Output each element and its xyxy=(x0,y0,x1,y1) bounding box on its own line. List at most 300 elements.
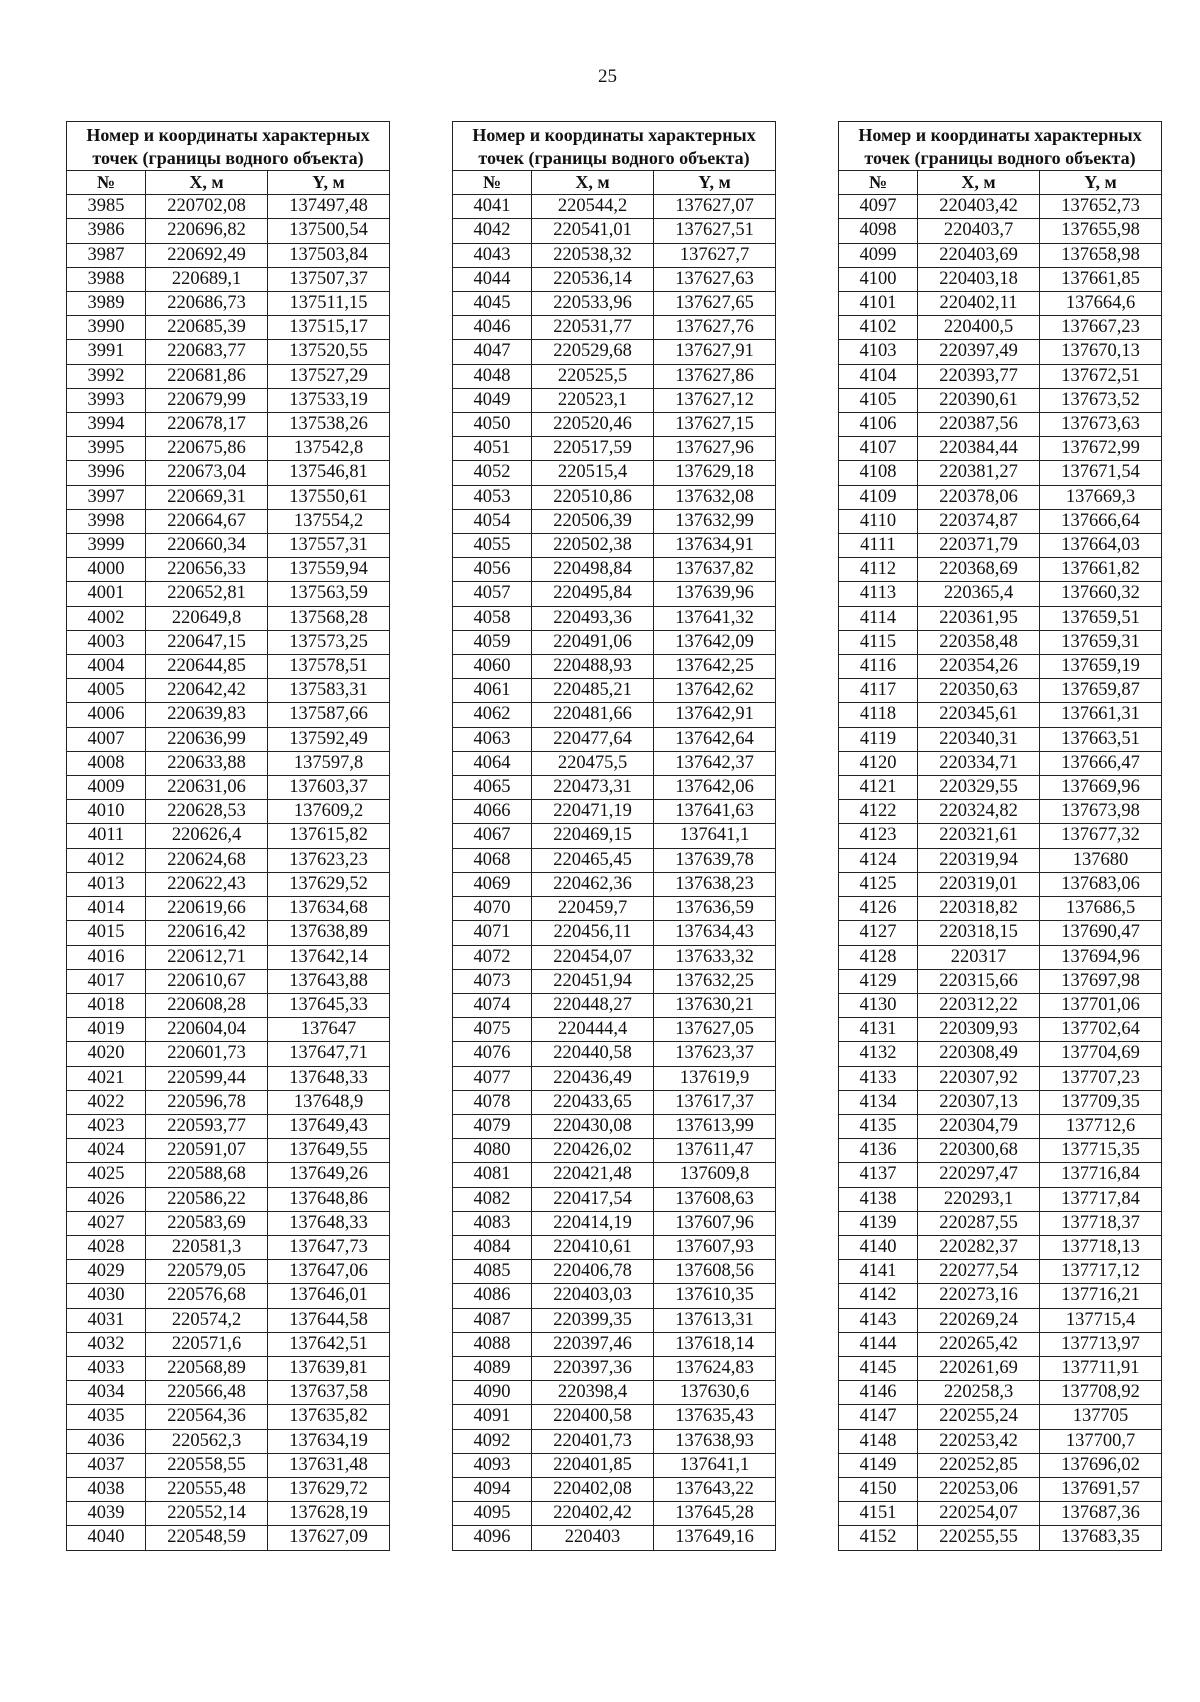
cell-number: 4023 xyxy=(67,1114,146,1138)
cell-x: 220440,58 xyxy=(532,1042,654,1066)
cell-x: 220538,32 xyxy=(532,243,654,267)
cell-x: 220417,54 xyxy=(532,1187,654,1211)
cell-y: 137627,63 xyxy=(654,267,776,291)
table-body xyxy=(453,195,776,1550)
cell-y: 137538,26 xyxy=(268,413,390,437)
cell-x: 220601,73 xyxy=(146,1042,268,1066)
cell-number: 4063 xyxy=(453,727,532,751)
cell-x: 220660,34 xyxy=(146,534,268,558)
cell-y: 137613,99 xyxy=(654,1114,776,1138)
table-row xyxy=(67,1163,390,1187)
cell-number: 4067 xyxy=(453,824,532,848)
cell-x: 220473,31 xyxy=(532,776,654,800)
cell-y: 137642,51 xyxy=(268,1332,390,1356)
cell-number: 4103 xyxy=(839,340,918,364)
table-row xyxy=(67,364,390,388)
table-row xyxy=(453,1163,776,1187)
cell-y: 137627,96 xyxy=(654,437,776,461)
table-row xyxy=(839,679,1162,703)
cell-x: 220321,61 xyxy=(918,824,1040,848)
cell-y: 137632,08 xyxy=(654,485,776,509)
table-row xyxy=(453,509,776,533)
cell-x: 220401,85 xyxy=(532,1453,654,1477)
cell-x: 220402,08 xyxy=(532,1477,654,1501)
cell-number: 4066 xyxy=(453,800,532,824)
cell-x: 220649,8 xyxy=(146,606,268,630)
cell-y: 137638,93 xyxy=(654,1429,776,1453)
cell-number: 4005 xyxy=(67,679,146,703)
cell-y: 137642,64 xyxy=(654,727,776,751)
cell-y: 137607,96 xyxy=(654,1211,776,1235)
cell-number: 4135 xyxy=(839,1114,918,1138)
table-row xyxy=(839,1429,1162,1453)
cell-number: 4150 xyxy=(839,1477,918,1501)
table-row xyxy=(67,969,390,993)
cell-x: 220304,79 xyxy=(918,1114,1040,1138)
table-row xyxy=(67,727,390,751)
coordinates-table-2 xyxy=(452,121,776,1551)
table-row xyxy=(839,534,1162,558)
table-row xyxy=(453,1066,776,1090)
cell-number: 4115 xyxy=(839,630,918,654)
table-title: Номер и координаты характерных точек (границы водного объекта) xyxy=(67,122,390,171)
cell-x: 220531,77 xyxy=(532,316,654,340)
table-row xyxy=(67,897,390,921)
cell-x: 220465,45 xyxy=(532,848,654,872)
cell-y: 137634,68 xyxy=(268,897,390,921)
cell-x: 220628,53 xyxy=(146,800,268,824)
cell-y: 137608,56 xyxy=(654,1260,776,1284)
cell-x: 220633,88 xyxy=(146,751,268,775)
cell-x: 220622,43 xyxy=(146,872,268,896)
cell-y: 137718,13 xyxy=(1040,1235,1162,1259)
table-row xyxy=(67,824,390,848)
cell-x: 220462,36 xyxy=(532,872,654,896)
cell-number: 4087 xyxy=(453,1308,532,1332)
cell-x: 220544,2 xyxy=(532,195,654,219)
cell-number: 4009 xyxy=(67,776,146,800)
table-row xyxy=(839,969,1162,993)
cell-number: 4042 xyxy=(453,219,532,243)
cell-x: 220430,08 xyxy=(532,1114,654,1138)
table-row xyxy=(67,1308,390,1332)
cell-number: 4046 xyxy=(453,316,532,340)
cell-number: 4031 xyxy=(67,1308,146,1332)
cell-x: 220686,73 xyxy=(146,292,268,316)
cell-x: 220610,67 xyxy=(146,969,268,993)
header-x: X, м xyxy=(146,171,268,195)
cell-number: 4127 xyxy=(839,921,918,945)
cell-x: 220300,68 xyxy=(918,1139,1040,1163)
table-row xyxy=(453,1284,776,1308)
cell-number: 3995 xyxy=(67,437,146,461)
cell-x: 220552,14 xyxy=(146,1502,268,1526)
table-row xyxy=(453,848,776,872)
header-y: Y, м xyxy=(654,171,776,195)
cell-y: 137637,58 xyxy=(268,1381,390,1405)
cell-x: 220402,11 xyxy=(918,292,1040,316)
table-row xyxy=(67,921,390,945)
table-row xyxy=(453,1405,776,1429)
cell-x: 220581,3 xyxy=(146,1235,268,1259)
cell-x: 220525,5 xyxy=(532,364,654,388)
cell-x: 220350,63 xyxy=(918,679,1040,703)
cell-x: 220273,16 xyxy=(918,1284,1040,1308)
cell-x: 220673,04 xyxy=(146,461,268,485)
cell-x: 220381,27 xyxy=(918,461,1040,485)
table-row xyxy=(67,630,390,654)
table-row xyxy=(453,1453,776,1477)
cell-y: 137686,5 xyxy=(1040,897,1162,921)
table-row xyxy=(839,1308,1162,1332)
cell-number: 4102 xyxy=(839,316,918,340)
table-row xyxy=(67,1260,390,1284)
table-row xyxy=(453,1381,776,1405)
cell-y: 137655,98 xyxy=(1040,219,1162,243)
cell-y: 137648,33 xyxy=(268,1211,390,1235)
cell-x: 220696,82 xyxy=(146,219,268,243)
cell-x: 220269,24 xyxy=(918,1308,1040,1332)
table-row xyxy=(839,1235,1162,1259)
cell-y: 137661,85 xyxy=(1040,267,1162,291)
cell-number: 4118 xyxy=(839,703,918,727)
cell-y: 137687,36 xyxy=(1040,1502,1162,1526)
cell-y: 137635,43 xyxy=(654,1405,776,1429)
cell-y: 137550,61 xyxy=(268,485,390,509)
cell-y: 137647,73 xyxy=(268,1235,390,1259)
cell-x: 220312,22 xyxy=(918,993,1040,1017)
cell-y: 137627,76 xyxy=(654,316,776,340)
cell-number: 4125 xyxy=(839,872,918,896)
cell-number: 4037 xyxy=(67,1453,146,1477)
cell-number: 4025 xyxy=(67,1163,146,1187)
table-row xyxy=(67,558,390,582)
cell-x: 220354,26 xyxy=(918,655,1040,679)
cell-number: 3992 xyxy=(67,364,146,388)
table-title: Номер и координаты характерных точек (границы водного объекта) xyxy=(839,122,1162,171)
cell-y: 137629,18 xyxy=(654,461,776,485)
cell-number: 4112 xyxy=(839,558,918,582)
cell-number: 4110 xyxy=(839,509,918,533)
cell-x: 220368,69 xyxy=(918,558,1040,582)
cell-number: 4015 xyxy=(67,921,146,945)
table-row xyxy=(453,969,776,993)
cell-y: 137634,43 xyxy=(654,921,776,945)
cell-x: 220675,86 xyxy=(146,437,268,461)
cell-number: 4001 xyxy=(67,582,146,606)
cell-number: 4028 xyxy=(67,1235,146,1259)
cell-number: 4074 xyxy=(453,993,532,1017)
cell-number: 4098 xyxy=(839,219,918,243)
cell-y: 137707,23 xyxy=(1040,1066,1162,1090)
cell-y: 137613,31 xyxy=(654,1308,776,1332)
cell-y: 137700,7 xyxy=(1040,1429,1162,1453)
table-row xyxy=(453,1477,776,1501)
cell-x: 220515,4 xyxy=(532,461,654,485)
cell-number: 3994 xyxy=(67,413,146,437)
cell-x: 220374,87 xyxy=(918,509,1040,533)
table-row xyxy=(67,1211,390,1235)
table-row xyxy=(453,195,776,219)
table-row xyxy=(67,1139,390,1163)
cell-x: 220599,44 xyxy=(146,1066,268,1090)
cell-x: 220548,59 xyxy=(146,1526,268,1550)
cell-y: 137587,66 xyxy=(268,703,390,727)
cell-number: 4016 xyxy=(67,945,146,969)
table-row xyxy=(67,1453,390,1477)
header-number: № xyxy=(67,171,146,195)
cell-number: 4100 xyxy=(839,267,918,291)
cell-number: 4019 xyxy=(67,1018,146,1042)
table-row xyxy=(67,485,390,509)
table-row xyxy=(453,1429,776,1453)
table-row xyxy=(839,267,1162,291)
table-row xyxy=(839,897,1162,921)
cell-y: 137642,91 xyxy=(654,703,776,727)
cell-number: 4007 xyxy=(67,727,146,751)
cell-y: 137520,55 xyxy=(268,340,390,364)
table-row xyxy=(839,219,1162,243)
table-row xyxy=(67,437,390,461)
table-row xyxy=(839,1284,1162,1308)
cell-y: 137669,3 xyxy=(1040,485,1162,509)
cell-y: 137673,63 xyxy=(1040,413,1162,437)
cell-number: 4080 xyxy=(453,1139,532,1163)
table-row xyxy=(67,1332,390,1356)
table-row xyxy=(839,1405,1162,1429)
table-row xyxy=(839,872,1162,896)
cell-number: 4051 xyxy=(453,437,532,461)
table-row xyxy=(839,800,1162,824)
cell-y: 137632,25 xyxy=(654,969,776,993)
table-row xyxy=(839,461,1162,485)
cell-y: 137690,47 xyxy=(1040,921,1162,945)
cell-number: 4097 xyxy=(839,195,918,219)
cell-y: 137666,64 xyxy=(1040,509,1162,533)
cell-y: 137627,51 xyxy=(654,219,776,243)
cell-number: 4072 xyxy=(453,945,532,969)
cell-number: 3991 xyxy=(67,340,146,364)
table-row xyxy=(453,582,776,606)
cell-x: 220345,61 xyxy=(918,703,1040,727)
cell-x: 220647,15 xyxy=(146,630,268,654)
cell-number: 4084 xyxy=(453,1235,532,1259)
cell-y: 137702,64 xyxy=(1040,1018,1162,1042)
cell-number: 4018 xyxy=(67,993,146,1017)
cell-number: 4044 xyxy=(453,267,532,291)
cell-x: 220555,48 xyxy=(146,1477,268,1501)
table-row xyxy=(67,1235,390,1259)
cell-number: 4006 xyxy=(67,703,146,727)
cell-x: 220616,42 xyxy=(146,921,268,945)
cell-number: 4094 xyxy=(453,1477,532,1501)
table-row xyxy=(839,824,1162,848)
cell-number: 4116 xyxy=(839,655,918,679)
table-row xyxy=(453,1260,776,1284)
cell-x: 220495,84 xyxy=(532,582,654,606)
cell-x: 220586,22 xyxy=(146,1187,268,1211)
cell-number: 4013 xyxy=(67,872,146,896)
table-title: Номер и координаты характерных точек (границы водного объекта) xyxy=(453,122,776,171)
cell-number: 4105 xyxy=(839,388,918,412)
table-row xyxy=(453,1356,776,1380)
cell-number: 4000 xyxy=(67,558,146,582)
cell-x: 220361,95 xyxy=(918,606,1040,630)
cell-y: 137608,63 xyxy=(654,1187,776,1211)
table-row xyxy=(839,340,1162,364)
table-row xyxy=(453,727,776,751)
cell-x: 220406,78 xyxy=(532,1260,654,1284)
cell-x: 220564,36 xyxy=(146,1405,268,1429)
cell-x: 220318,15 xyxy=(918,921,1040,945)
cell-y: 137666,47 xyxy=(1040,751,1162,775)
cell-y: 137649,16 xyxy=(654,1526,776,1550)
cell-number: 4068 xyxy=(453,848,532,872)
cell-x: 220309,93 xyxy=(918,1018,1040,1042)
table-row xyxy=(839,195,1162,219)
cell-x: 220334,71 xyxy=(918,751,1040,775)
table-row xyxy=(839,1453,1162,1477)
table-row xyxy=(453,945,776,969)
cell-y: 137623,23 xyxy=(268,848,390,872)
cell-number: 4070 xyxy=(453,897,532,921)
cell-x: 220254,07 xyxy=(918,1502,1040,1526)
table-row xyxy=(453,606,776,630)
cell-number: 4099 xyxy=(839,243,918,267)
cell-number: 4071 xyxy=(453,921,532,945)
cell-number: 4117 xyxy=(839,679,918,703)
cell-y: 137627,07 xyxy=(654,195,776,219)
table-row xyxy=(67,703,390,727)
cell-number: 4027 xyxy=(67,1211,146,1235)
cell-y: 137627,91 xyxy=(654,340,776,364)
cell-y: 137615,82 xyxy=(268,824,390,848)
table-row xyxy=(839,582,1162,606)
table-row xyxy=(67,1018,390,1042)
cell-y: 137642,37 xyxy=(654,751,776,775)
table-row xyxy=(453,824,776,848)
cell-x: 220529,68 xyxy=(532,340,654,364)
cell-number: 4091 xyxy=(453,1405,532,1429)
header-number: № xyxy=(839,171,918,195)
table-row xyxy=(453,1211,776,1235)
cell-y: 137642,62 xyxy=(654,679,776,703)
table-row xyxy=(839,509,1162,533)
cell-y: 137527,29 xyxy=(268,364,390,388)
table-row xyxy=(839,727,1162,751)
table-row xyxy=(67,219,390,243)
cell-number: 4101 xyxy=(839,292,918,316)
cell-y: 137704,69 xyxy=(1040,1042,1162,1066)
cell-number: 4111 xyxy=(839,534,918,558)
cell-number: 4123 xyxy=(839,824,918,848)
table-row xyxy=(67,993,390,1017)
cell-number: 4035 xyxy=(67,1405,146,1429)
table-row xyxy=(839,437,1162,461)
cell-number: 4086 xyxy=(453,1284,532,1308)
cell-x: 220619,66 xyxy=(146,897,268,921)
table-row xyxy=(453,1308,776,1332)
table-row xyxy=(839,1018,1162,1042)
table-row xyxy=(67,316,390,340)
cell-y: 137639,96 xyxy=(654,582,776,606)
cell-x: 220414,19 xyxy=(532,1211,654,1235)
cell-number: 4137 xyxy=(839,1163,918,1187)
table-row xyxy=(839,388,1162,412)
cell-x: 220523,1 xyxy=(532,388,654,412)
cell-x: 220287,55 xyxy=(918,1211,1040,1235)
cell-number: 4060 xyxy=(453,655,532,679)
table-row xyxy=(839,630,1162,654)
table-row xyxy=(453,1042,776,1066)
cell-x: 220397,36 xyxy=(532,1356,654,1380)
cell-number: 4003 xyxy=(67,630,146,654)
cell-y: 137624,83 xyxy=(654,1356,776,1380)
cell-number: 4077 xyxy=(453,1066,532,1090)
cell-y: 137609,2 xyxy=(268,800,390,824)
cell-y: 137709,35 xyxy=(1040,1090,1162,1114)
table-row xyxy=(67,606,390,630)
table-row xyxy=(67,582,390,606)
table-row xyxy=(453,1526,776,1550)
table-row xyxy=(839,243,1162,267)
table-row xyxy=(67,1526,390,1550)
cell-x: 220293,1 xyxy=(918,1187,1040,1211)
cell-x: 220593,77 xyxy=(146,1114,268,1138)
cell-number: 4146 xyxy=(839,1381,918,1405)
cell-y: 137694,96 xyxy=(1040,945,1162,969)
cell-number: 4147 xyxy=(839,1405,918,1429)
table-row xyxy=(67,1429,390,1453)
cell-number: 4104 xyxy=(839,364,918,388)
table-row xyxy=(839,921,1162,945)
table-row xyxy=(453,751,776,775)
cell-number: 4033 xyxy=(67,1356,146,1380)
cell-number: 3999 xyxy=(67,534,146,558)
cell-x: 220252,85 xyxy=(918,1453,1040,1477)
table-row xyxy=(839,1042,1162,1066)
table-row xyxy=(839,316,1162,340)
cell-y: 137592,49 xyxy=(268,727,390,751)
cell-y: 137578,51 xyxy=(268,655,390,679)
cell-y: 137645,28 xyxy=(654,1502,776,1526)
table-row xyxy=(67,751,390,775)
cell-number: 4017 xyxy=(67,969,146,993)
cell-y: 137705 xyxy=(1040,1405,1162,1429)
cell-y: 137634,19 xyxy=(268,1429,390,1453)
cell-number: 4107 xyxy=(839,437,918,461)
header-y: Y, м xyxy=(1040,171,1162,195)
cell-x: 220681,86 xyxy=(146,364,268,388)
table-row xyxy=(67,1284,390,1308)
cell-number: 4151 xyxy=(839,1502,918,1526)
cell-y: 137623,37 xyxy=(654,1042,776,1066)
cell-x: 220307,13 xyxy=(918,1090,1040,1114)
cell-number: 3996 xyxy=(67,461,146,485)
cell-x: 220520,46 xyxy=(532,413,654,437)
cell-number: 4075 xyxy=(453,1018,532,1042)
cell-number: 4056 xyxy=(453,558,532,582)
cell-y: 137667,23 xyxy=(1040,316,1162,340)
cell-y: 137691,57 xyxy=(1040,1477,1162,1501)
table-row xyxy=(453,461,776,485)
cell-number: 4050 xyxy=(453,413,532,437)
cell-number: 4109 xyxy=(839,485,918,509)
cell-y: 137642,09 xyxy=(654,630,776,654)
cell-number: 4048 xyxy=(453,364,532,388)
cell-x: 220652,81 xyxy=(146,582,268,606)
cell-x: 220608,28 xyxy=(146,993,268,1017)
